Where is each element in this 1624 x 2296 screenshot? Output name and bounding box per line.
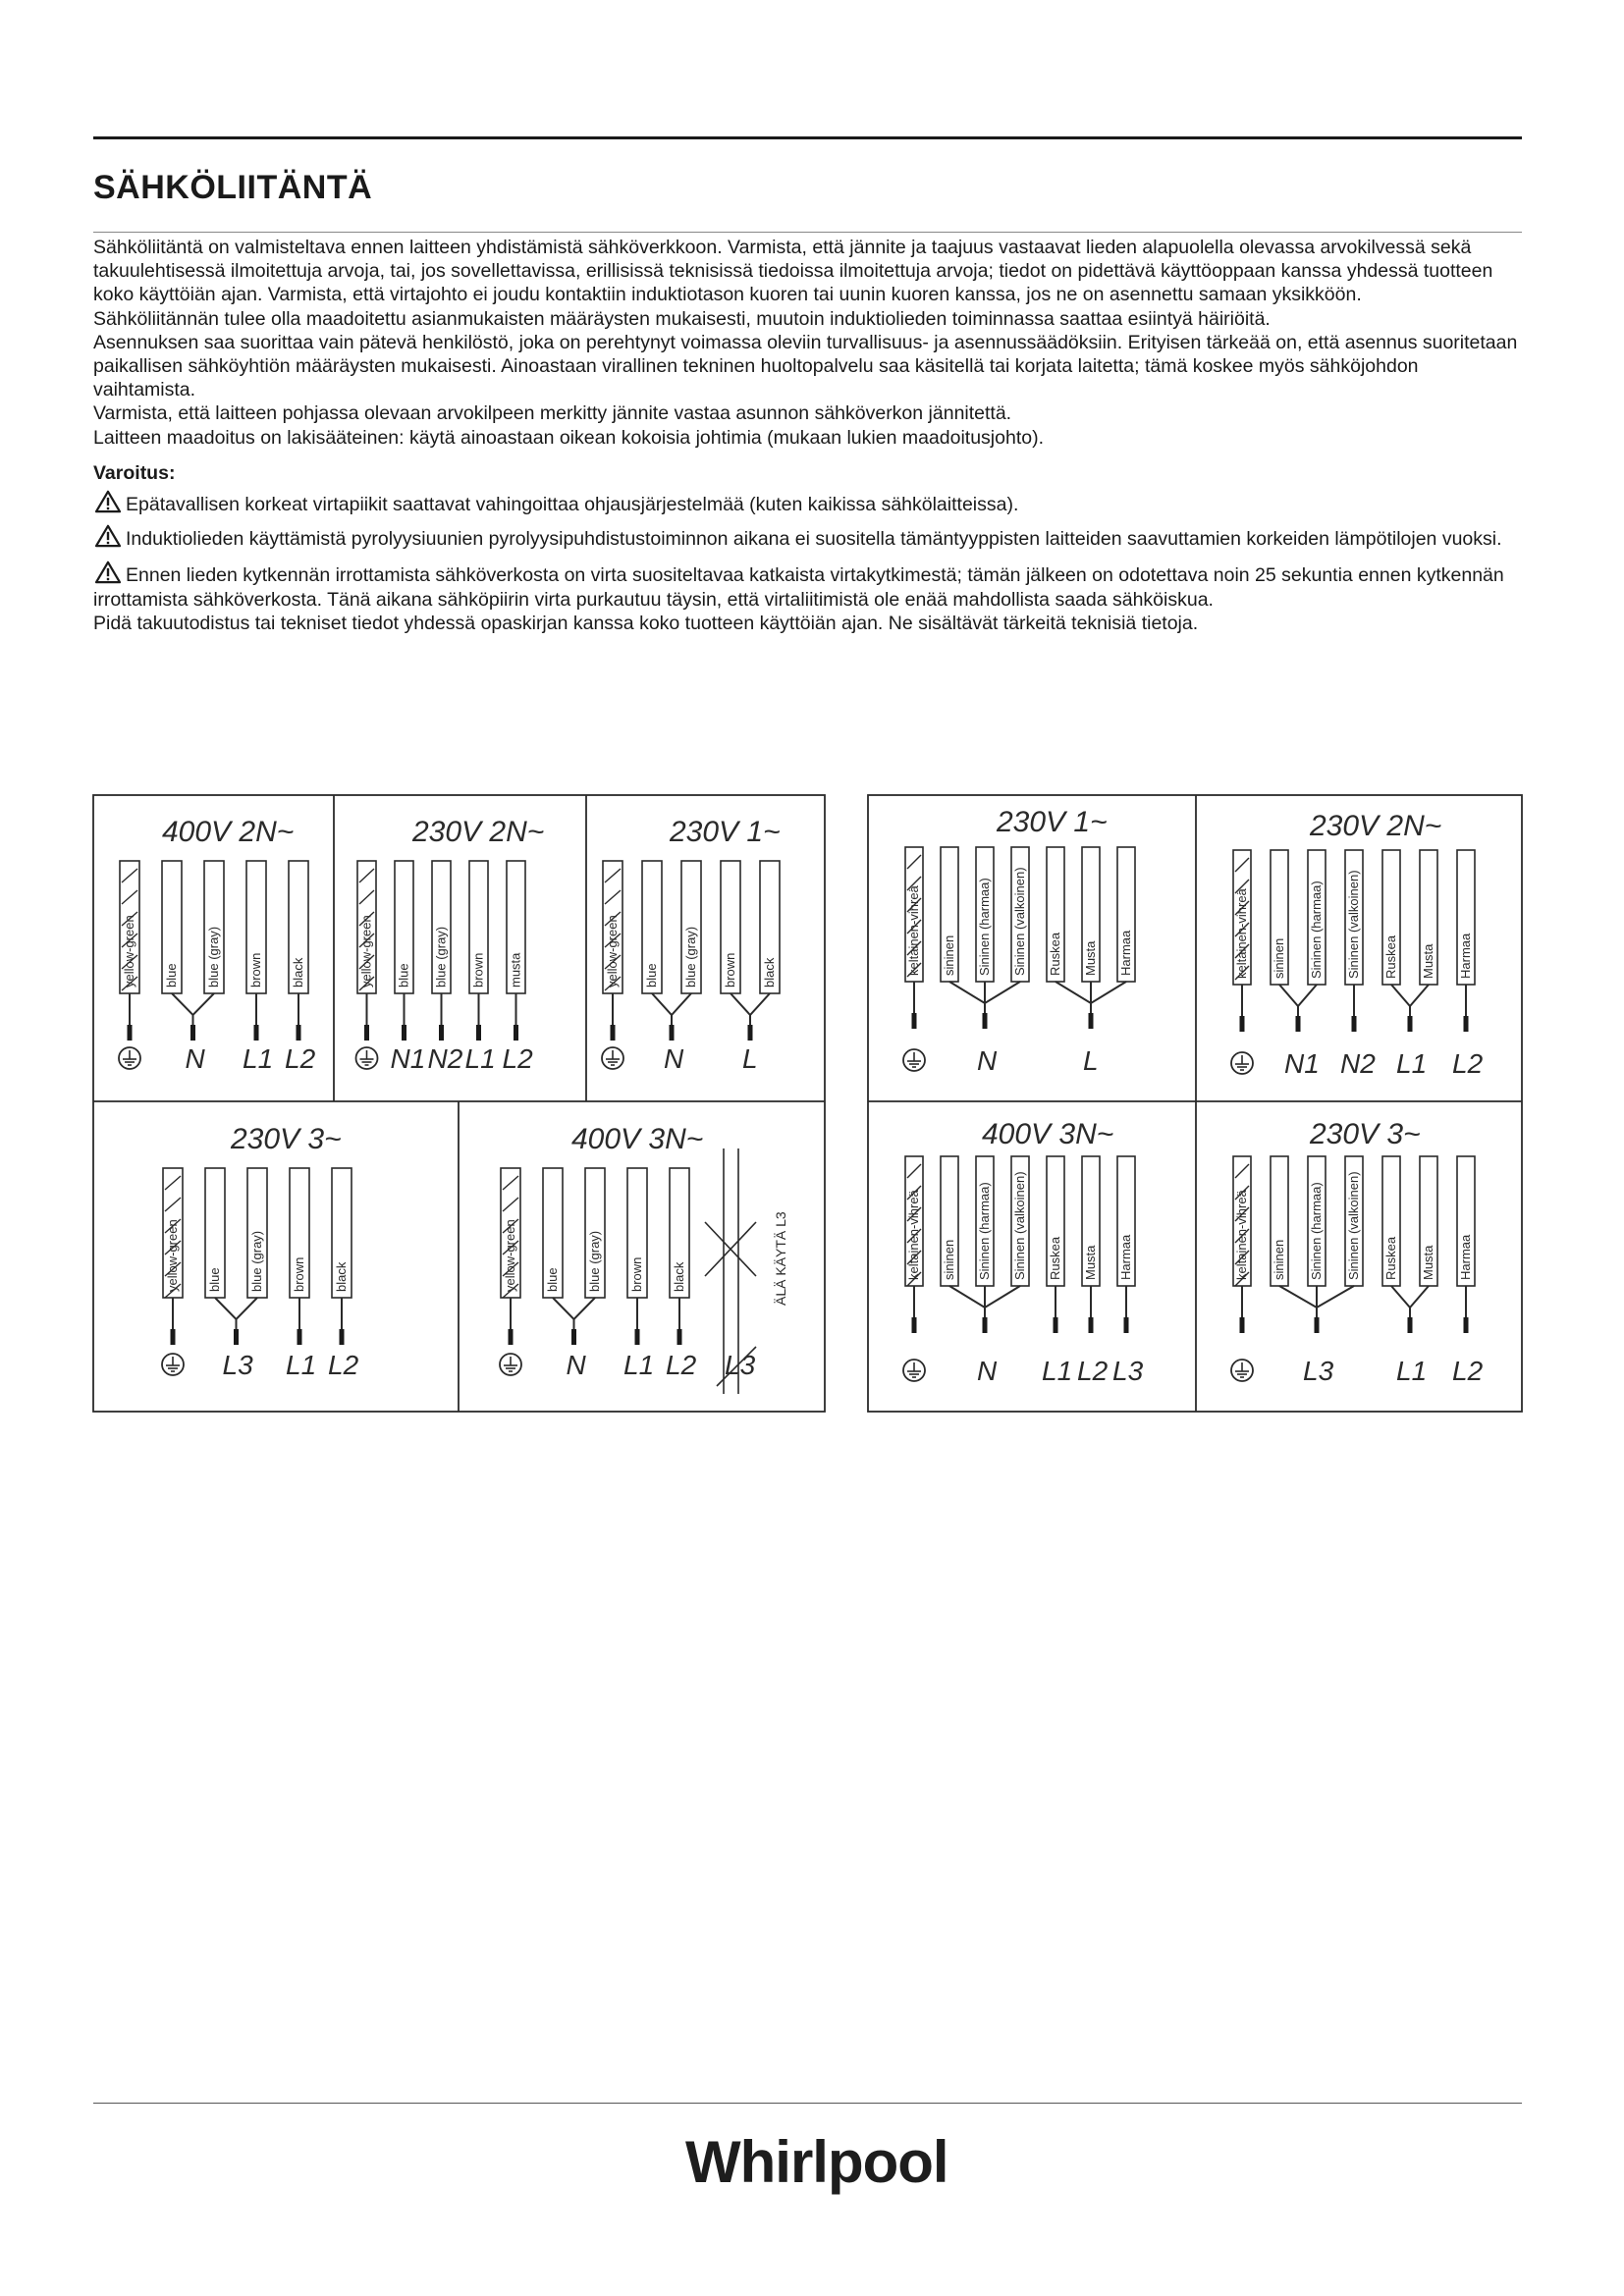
- wire-ferrule: [297, 1025, 301, 1041]
- wire-label: keltainen-vihreä: [906, 885, 921, 976]
- wire-ferrule: [1240, 1016, 1245, 1032]
- wire-ferrule: [1352, 1016, 1357, 1032]
- terminal-label: N: [977, 1356, 998, 1386]
- wire-label: Sininen (valkoinen): [1012, 1171, 1027, 1280]
- wire-ferrule: [234, 1329, 239, 1345]
- wire-bridge: [652, 993, 691, 1015]
- terminal-label: L3: [1303, 1356, 1334, 1386]
- terminal-label: L2: [1452, 1048, 1484, 1079]
- wire-ferrule: [571, 1329, 576, 1345]
- terminal-label: L3: [222, 1350, 253, 1380]
- wire-label: Sininen (valkoinen): [1346, 870, 1361, 979]
- wire-label: blue: [545, 1267, 560, 1292]
- wire-label: Ruskea: [1048, 1236, 1062, 1280]
- terminal-label: N1: [1284, 1048, 1320, 1079]
- diagram-title: 230V 1~: [670, 816, 781, 848]
- terminal-label: L3: [1112, 1356, 1144, 1386]
- paragraph: Laitteen maadoitus on lakisääteinen: käytä ainoastaan oikean kokoisia johtimia (mukaan lukien maadoitusjohto).: [93, 426, 1045, 449]
- terminal-label: N2: [427, 1043, 463, 1074]
- wire-ferrule: [1054, 1317, 1058, 1333]
- wire-label: Ruskea: [1048, 932, 1062, 976]
- wire-ferrule: [1089, 1317, 1094, 1333]
- wire-label: sininen: [942, 1239, 956, 1280]
- wire-label: Sininen (harmaa): [1309, 1182, 1324, 1280]
- wire-label: black: [672, 1261, 686, 1292]
- wire-ferrule: [402, 1025, 406, 1041]
- diagram-title: 400V 3N~: [571, 1123, 704, 1155]
- terminal-label: L1: [464, 1043, 496, 1074]
- wire-label: yellow-green: [122, 915, 136, 988]
- wire-label: Sininen (valkoinen): [1346, 1171, 1361, 1280]
- terminal-label: L2: [502, 1043, 533, 1074]
- wire-label: sininen: [942, 934, 956, 976]
- terminal-label: N: [664, 1043, 684, 1074]
- wire-ferrule: [1408, 1016, 1413, 1032]
- terminal-label: N: [566, 1350, 586, 1380]
- wire-bridge: [1391, 985, 1429, 1006]
- wire-label: yellow-green: [605, 915, 620, 988]
- wire-label: Harmaa: [1458, 933, 1473, 979]
- wire-ferrule: [670, 1025, 675, 1041]
- diagram-title: 400V 3N~: [982, 1118, 1114, 1150]
- wire-ferrule: [509, 1329, 514, 1345]
- diagram-title: 230V 3~: [1310, 1118, 1421, 1150]
- wire-label: blue (gray): [433, 926, 449, 988]
- wire-label: Sininen (harmaa): [977, 878, 992, 976]
- wire-label: blue (gray): [683, 926, 698, 988]
- brand-logo: Whirlpool: [685, 2129, 948, 2195]
- wire-label: Musta: [1421, 943, 1435, 979]
- diagram-title: 230V 2N~: [412, 816, 545, 848]
- wire-label: Sininen (valkoinen): [1012, 867, 1027, 976]
- wire-ferrule: [677, 1329, 682, 1345]
- terminal-label: N: [977, 1045, 998, 1076]
- wire-ferrule: [912, 1317, 917, 1333]
- wire-bridge: [1279, 985, 1317, 1006]
- wire-label: blue (gray): [587, 1230, 602, 1292]
- wire-label: yellow-green: [165, 1219, 180, 1292]
- warning-text: Epätavallisen korkeat virtapiikit saattavat vahingoittaa ohjausjärjestelmää (kuten kaikissa sähkölaitteissa).: [126, 494, 1019, 516]
- wire-ferrule: [298, 1329, 302, 1345]
- wire-ferrule: [364, 1025, 369, 1041]
- terminal-label: L2: [1452, 1356, 1484, 1386]
- wire-label: yellow-green: [358, 915, 374, 988]
- wire-bridge: [731, 993, 770, 1015]
- terminal-label: L2: [1077, 1356, 1109, 1386]
- wire-label: Harmaa: [1118, 1234, 1133, 1280]
- terminal-label: L1: [1042, 1356, 1073, 1386]
- diagram-title: 230V 3~: [231, 1123, 342, 1155]
- wire-label: blue: [396, 963, 411, 988]
- wire-label: brown: [723, 952, 737, 988]
- wire-ferrule: [1464, 1016, 1469, 1032]
- wire-label: brown: [248, 952, 263, 988]
- terminal-label: L2: [666, 1350, 697, 1380]
- wire-label: Ruskea: [1383, 934, 1398, 979]
- wire-label: keltainen-vihreä: [1234, 888, 1249, 979]
- wire-label: black: [334, 1261, 349, 1292]
- wire-label: blue: [644, 963, 659, 988]
- terminal-label: L2: [328, 1350, 359, 1380]
- wire-ferrule: [514, 1025, 518, 1041]
- paragraph: Asennuksen saa suorittaa vain pätevä henkilöstö, joka on perehtynyt voimassa oleviin turvallisuus- ja asennussäädöksiin. Erityisen tärkeää on, että asennus suoritetaan paikallisen sähköyhtiön määräysten mukaisesti. Ainoastaan virallinen tekninen huoltopalvelu saa käsitellä tai korjata laitetta; tämä koskee myös sähköjohdon vaihtamista.: [93, 331, 1518, 401]
- wire-ferrule: [1296, 1016, 1301, 1032]
- wire-label: Musta: [1083, 1245, 1098, 1280]
- wire-label: black: [291, 957, 305, 988]
- terminal-label: L1: [1396, 1048, 1428, 1079]
- wire-label: Sininen (harmaa): [1309, 881, 1324, 979]
- terminal-label: L2: [285, 1043, 316, 1074]
- diagram-title: 230V 2N~: [1310, 810, 1442, 842]
- terminal-label: N1: [390, 1043, 426, 1074]
- wire-label: yellow-green: [503, 1219, 517, 1292]
- wire-label: Musta: [1421, 1245, 1435, 1280]
- wire-ferrule: [1089, 1013, 1094, 1029]
- wire-ferrule: [340, 1329, 345, 1345]
- terminal-label: L1: [243, 1043, 274, 1074]
- wire-bridge: [1391, 1286, 1429, 1308]
- wire-ferrule: [439, 1025, 444, 1041]
- terminal-label: N2: [1340, 1048, 1376, 1079]
- wire-ferrule: [635, 1329, 640, 1345]
- wire-bridge: [215, 1298, 257, 1319]
- terminal-label: L: [742, 1043, 758, 1074]
- wire-label: blue (gray): [206, 926, 221, 988]
- terminal-label: L: [1083, 1045, 1099, 1076]
- wire-ferrule: [1240, 1317, 1245, 1333]
- wire-label: brown: [470, 952, 486, 988]
- warranty-note: Pidä takuutodistus tai tekniset tiedot yhdessä opaskirjan kanssa koko tuotteen käyttöiän ajan. Ne sisältävät tärkeitä teknisiä tietoja.: [93, 612, 1199, 634]
- paragraph: Varmista, että laitteen pohjassa olevaan arvokilpeen merkitty jännite vastaa asunnon sähköverkon jännitettä.: [93, 402, 1012, 425]
- wire-ferrule: [190, 1025, 195, 1041]
- terminal-label: L1: [1396, 1356, 1428, 1386]
- wire-label: keltainen-vihreä: [1234, 1190, 1249, 1280]
- terminal-label: L3: [725, 1350, 756, 1380]
- wire-label: Ruskea: [1383, 1236, 1398, 1280]
- wire-label: blue: [207, 1267, 222, 1292]
- wire-ferrule: [476, 1025, 481, 1041]
- wire-label: Harmaa: [1458, 1234, 1473, 1280]
- wire-ferrule: [1124, 1317, 1129, 1333]
- wire-ferrule: [983, 1317, 988, 1333]
- wire-label: musta: [508, 952, 523, 988]
- wire-ferrule: [748, 1025, 753, 1041]
- wire-ferrule: [171, 1329, 176, 1345]
- wire-bridge: [553, 1298, 595, 1319]
- terminal-label: L1: [623, 1350, 655, 1380]
- wire-ferrule: [983, 1013, 988, 1029]
- wire-label: brown: [629, 1256, 644, 1292]
- wire-label: Sininen (harmaa): [977, 1182, 992, 1280]
- wire-label: Musta: [1083, 940, 1098, 976]
- footer-rule: [93, 2103, 1522, 2104]
- wire-label: blue (gray): [249, 1230, 264, 1292]
- terminal-label: L1: [286, 1350, 317, 1380]
- wire-label: sininen: [1272, 937, 1286, 979]
- paragraph: Sähköliitäntä on valmisteltava ennen laitteen yhdistämistä sähköverkkoon. Varmista, että jännite ja taajuus vastaavat lieden alapuolella olevassa arvokilvessä sekä takuulehtisessä ilmoitettuja arvoja, tai, jos sovellettavissa, erillisissä teknisissä tiedoissa ilmoitettuja arvoja; tiedot on pidettävä käyttöoppaan kanssa yhdessä tuotteen koko käyttöiän ajan. Varmista, että virtajohto ei joudu kontaktiin induktiotason kuoren tai uunin kuoren kanssa, jos ne on asennettu samaan yksikköön.: [93, 237, 1493, 306]
- paragraph: Sähköliitännän tulee olla maadoitettu asianmukaisten määräysten mukaisesti, muutoin induktiolieden toiminnassa saattaa esiintyä häiriöitä.: [93, 307, 1271, 330]
- wire-label: brown: [292, 1256, 306, 1292]
- do-not-use-note: ÄLÄ KÄYTÄ L3: [773, 1211, 788, 1306]
- page-title: SÄHKÖLIITÄNTÄ: [93, 169, 373, 206]
- wire-ferrule: [912, 1013, 917, 1029]
- wire-label: sininen: [1272, 1239, 1286, 1280]
- wire-label: Harmaa: [1118, 930, 1133, 976]
- wire-ferrule: [611, 1025, 616, 1041]
- wire-ferrule: [1315, 1317, 1320, 1333]
- warning-text: Ennen lieden kytkennän irrottamista sähköverkosta on virta suositeltavaa katkaista virtakytkimestä; tämän jälkeen on odotettava noin 25 sekuntia ennen kytkennän irrottamista sähköverkosta. Tänä aikana sähköpiirin virta purkautuu täysin, että virtaliitimistä ole enää mahdollista saada sähköiskua.: [93, 564, 1504, 611]
- terminal-label: N: [185, 1043, 205, 1074]
- diagram-title: 230V 1~: [997, 806, 1108, 838]
- warning-heading: Varoitus:: [93, 461, 176, 484]
- wire-label: black: [762, 957, 777, 988]
- warning-text: Induktiolieden käyttämistä pyrolyysiuunien pyrolyysipuhdistustoiminnon aikana ei suositella tämäntyyppisten laitteiden saavuttamien korkeiden lämpötilojen vuoksi.: [126, 528, 1502, 551]
- wire-bridge: [172, 993, 214, 1015]
- wire-ferrule: [1408, 1317, 1413, 1333]
- wire-label: keltainen-vihreä: [906, 1190, 921, 1280]
- wire-ferrule: [128, 1025, 133, 1041]
- diagram-title: 400V 2N~: [162, 816, 295, 848]
- wire-ferrule: [1464, 1317, 1469, 1333]
- wire-label: blue: [164, 963, 179, 988]
- wire-ferrule: [254, 1025, 259, 1041]
